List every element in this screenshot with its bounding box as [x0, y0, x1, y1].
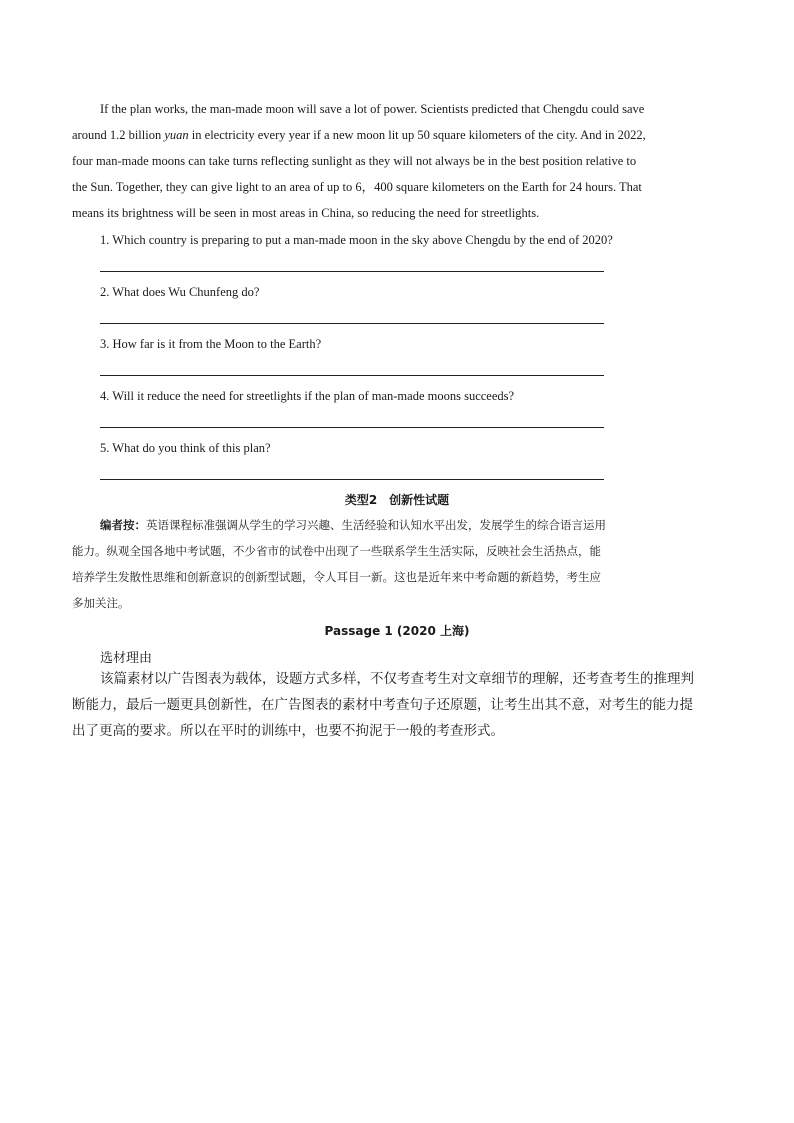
selection-reason-label: 选材理由 [100, 651, 153, 666]
answer-line-3[interactable] [100, 375, 604, 376]
answer-line-1[interactable] [100, 271, 604, 272]
editor-note-line: 能力。纵观全国各地中考试题，不少省市的试卷中出现了一些联系学生生活实际，反映社会生活热点，能 [72, 544, 601, 558]
question-2: 2. What does Wu Chunfeng do? [100, 285, 260, 299]
reason-line: 出了更高的要求。所以在平时的训练中，也要不拘泥于一般的考查形式。 [72, 723, 504, 739]
answer-line-2[interactable] [100, 323, 604, 324]
question-4: 4. Will it reduce the need for streetlights if the plan of man-made moons succeeds? [100, 389, 515, 403]
question-3: 3. How far is it from the Moon to the Earth? [100, 337, 322, 351]
answer-line-5[interactable] [100, 479, 604, 480]
question-1: 1. Which country is preparing to put a man-made moon in the sky above Chengdu by the end of 2020? [100, 233, 613, 247]
selection-reason-text [72, 666, 722, 744]
answer-line-4[interactable] [100, 427, 604, 428]
italic-word: yuan [164, 128, 189, 142]
editor-note [72, 512, 722, 616]
section-heading: 类型2 创新性试题 [344, 493, 450, 507]
editor-note-line: 编者按：英语课程标准强调从学生的学习兴趣、生活经验和认知水平出发，发展学生的综合语言运用 [100, 518, 606, 532]
editor-note-label: 编者按： [100, 518, 146, 532]
passage-line: means its brightness will be seen in most areas in China, so reducing the need for streetlights. [72, 206, 540, 220]
passage-heading: Passage 1 (2020 上海) [324, 624, 470, 638]
passage-line: around 1.2 billion yuan in electricity every year if a new moon lit up 50 square kilometers of the city. And in 2022, [72, 128, 646, 142]
passage-line: four man-made moons can take turns reflecting sunlight as they will not always be in the best position relative to [72, 154, 637, 168]
reason-line: 断能力，最后一题更具创新性，在广告图表的素材中考查句子还原题，让考生出其不意，对考生的能力提 [72, 697, 693, 713]
passage-line: the Sun. Together, they can give light to an area of up to 6，400 square kilometers on the Earth for 24 hours. That [72, 180, 642, 194]
editor-note-line: 多加关注。 [72, 596, 130, 610]
question-5: 5. What do you think of this plan? [100, 441, 271, 455]
passage-line: If the plan works, the man-made moon will save a lot of power. Scientists predicted that Chengdu could save [100, 102, 645, 116]
reason-line: 该篇素材以广告图表为载体，设题方式多样，不仅考查考生对文章细节的理解，还考查考生的推理判 [100, 671, 694, 687]
editor-note-line: 培养学生发散性思维和创新意识的创新型试题，令人耳目一新。这也是近年来中考命题的新趋势，考生应 [72, 570, 601, 584]
passage-paragraph [72, 96, 722, 226]
